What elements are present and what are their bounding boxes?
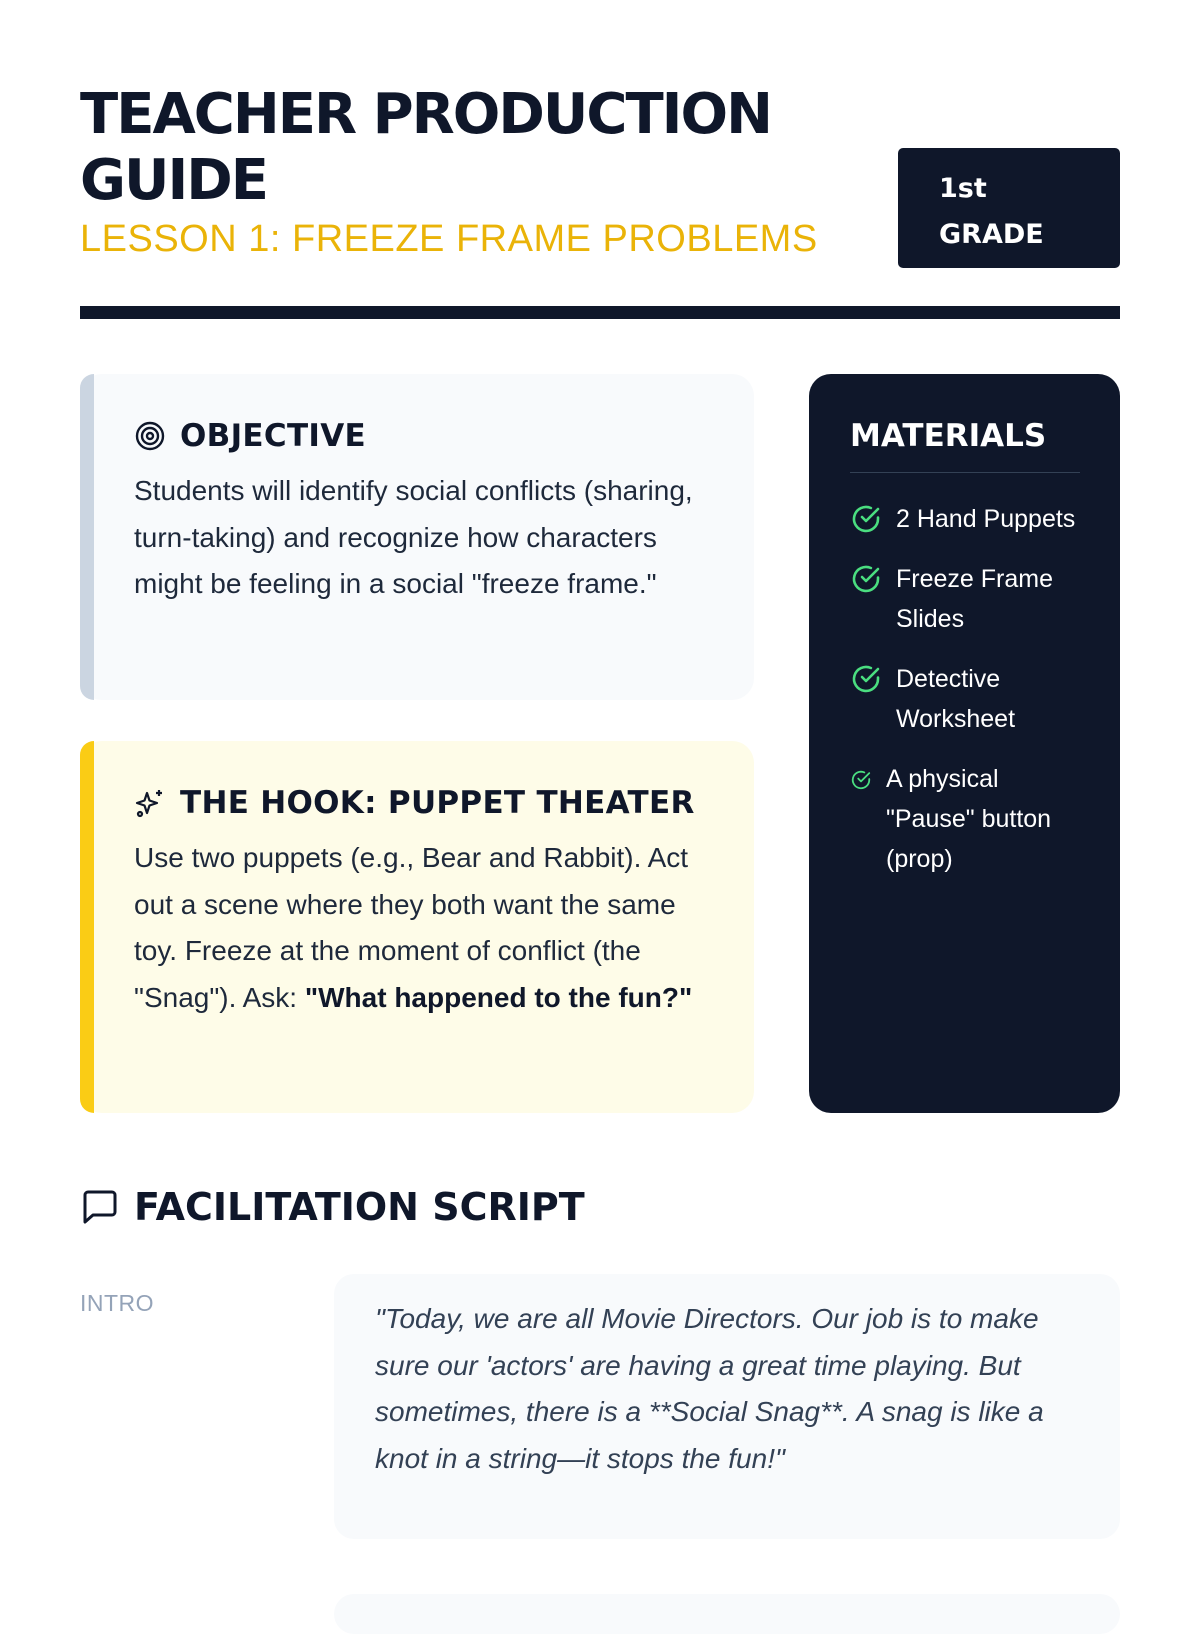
script-quote: "Today, we are all Movie Directors. Our job is to make sure our 'actors' are having a great time playing. But sometimes, there is a **Social Snag**. A snag is like a knot in a string—it stops the fun!" <box>375 1303 1044 1474</box>
target-icon <box>134 420 166 452</box>
sparkles-icon <box>134 787 166 819</box>
check-circle-icon <box>850 563 882 595</box>
materials-item <box>850 759 1080 879</box>
guide-header <box>80 82 1120 272</box>
script-quote-card-next <box>334 1594 1120 1634</box>
grade-badge <box>898 148 1120 268</box>
materials-title: MATERIALS <box>850 414 1080 473</box>
script-heading <box>80 1182 585 1232</box>
materials-item <box>850 499 1080 539</box>
objective-heading <box>134 414 724 458</box>
header-divider <box>80 306 1120 319</box>
hook-accent-bar <box>80 741 94 1113</box>
materials-item <box>850 559 1080 639</box>
objective-title: OBJECTIVE <box>180 418 366 454</box>
materials-panel <box>809 374 1120 1113</box>
check-circle-icon <box>850 769 872 791</box>
materials-item <box>850 659 1080 739</box>
objective-card <box>80 374 754 700</box>
production-guide-page <box>80 0 1120 1600</box>
hook-question: "What happened to the fun?" <box>304 981 693 1013</box>
materials-item-label: A physical "Pause" button (prop) <box>886 765 1052 873</box>
script-quote-card <box>334 1274 1120 1539</box>
objective-accent-bar <box>80 374 94 700</box>
hook-title: THE HOOK: PUPPET THEATER <box>180 785 695 821</box>
hook-text <box>134 835 724 1021</box>
grade-badge-label: GRADE <box>939 219 1044 250</box>
materials-item-label: Detective Worksheet <box>896 665 1016 733</box>
hook-instructions: Use two puppets (e.g., Bear and Rabbit). Act out a scene where they both want the same toy. Freeze at the moment of conflict (the "Snag"). Ask: <box>134 842 689 1013</box>
page-title: TEACHER PRODUCTION GUIDE <box>80 82 771 213</box>
lesson-subtitle: LESSON 1: FREEZE FRAME PROBLEMS <box>80 218 818 260</box>
script-step-label: INTRO <box>80 1290 155 1316</box>
message-square-icon <box>80 1187 120 1227</box>
materials-list <box>850 499 1080 879</box>
objective-text: Students will identify social conflicts (sharing, turn-taking) and recognize how characters might be feeling in a social "freeze frame." <box>134 475 693 599</box>
script-title: FACILITATION SCRIPT <box>134 1185 585 1229</box>
hook-heading <box>134 781 724 825</box>
check-circle-icon <box>850 663 882 695</box>
grade-badge-number: 1st <box>939 173 987 204</box>
materials-item-label: 2 Hand Puppets <box>896 505 1076 533</box>
hook-card <box>80 741 754 1113</box>
materials-item-label: Freeze Frame Slides <box>896 565 1053 633</box>
check-circle-icon <box>850 503 882 535</box>
